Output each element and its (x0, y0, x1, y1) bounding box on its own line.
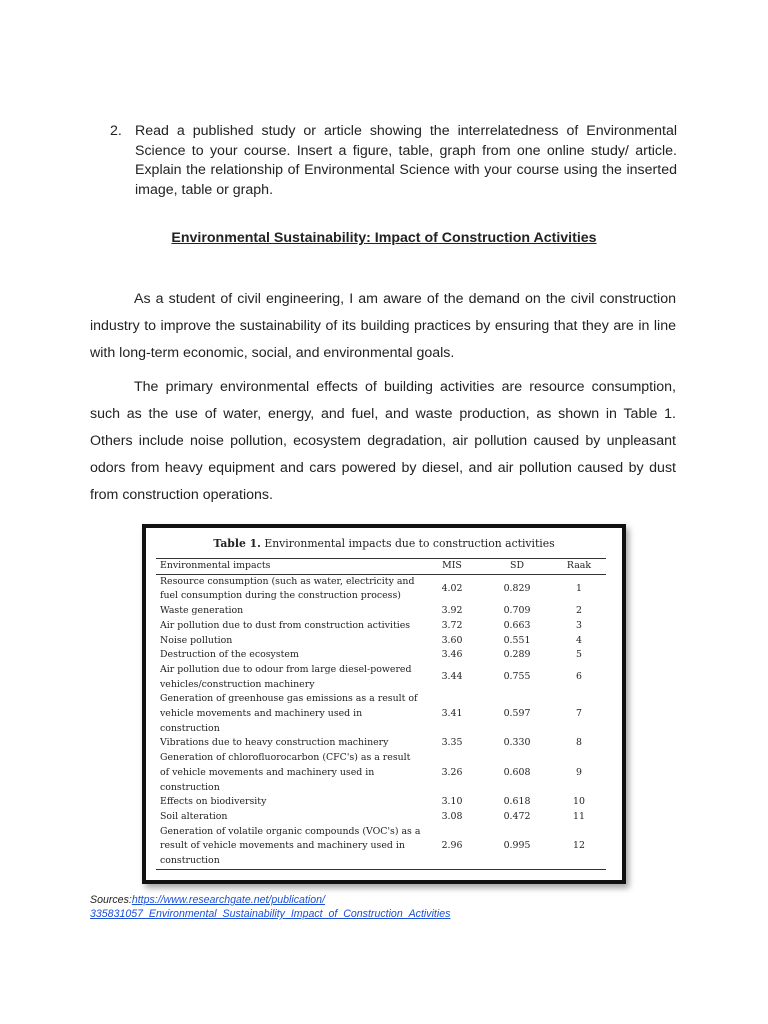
cell-rank: 10 (573, 796, 585, 808)
table-row (156, 634, 606, 649)
sources (90, 893, 650, 921)
cell-impact: Effects on biodiversity (160, 796, 267, 808)
cell-sd: 0.472 (503, 810, 531, 822)
question-text: Read a published study or article showing the interrelatedness of Environmental Science to your course. Insert a figure, table, graph from one online study/ article. Explain the relationship of Environmental Science with your course using the inserted image, table or graph. (135, 123, 677, 198)
header-mis: MIS (422, 559, 482, 575)
cell-mis: 3.35 (441, 737, 463, 749)
cell-mis: 3.44 (441, 671, 463, 683)
table-body (156, 574, 606, 869)
cell-impact: Noise pollution (160, 634, 233, 646)
cell-mis: 3.08 (441, 810, 463, 822)
table-figure (142, 524, 626, 884)
cell-sd: 0.289 (503, 649, 531, 661)
cell-impact: Soil alteration (160, 810, 228, 822)
cell-impact: Waste generation (160, 605, 244, 617)
cell-rank: 4 (576, 634, 582, 646)
source-link[interactable] (90, 894, 450, 920)
cell-sd: 0.608 (503, 766, 531, 778)
cell-impact: Generation of volatile organic compounds (VOC's) as a result of vehicle movements and machinery used in construction (156, 825, 422, 870)
cell-sd: 0.755 (503, 671, 531, 683)
table-row (156, 619, 606, 634)
cell-mis: 3.72 (441, 619, 463, 631)
cell-sd: 0.551 (503, 634, 531, 646)
table-label: Table 1. (213, 537, 261, 550)
table-row (156, 574, 606, 604)
impacts-table (156, 558, 606, 870)
header-impacts: Environmental impacts (156, 559, 422, 575)
section-title (0, 230, 768, 246)
cell-rank: 11 (573, 810, 585, 822)
table-caption (146, 537, 622, 550)
table-row (156, 751, 606, 795)
cell-rank: 8 (576, 737, 582, 749)
cell-impact: Destruction of the ecosystem (160, 649, 299, 661)
cell-rank: 1 (576, 583, 582, 595)
cell-rank: 5 (576, 649, 582, 661)
cell-mis: 3.46 (441, 649, 463, 661)
question-number: 2. (110, 123, 122, 139)
cell-sd: 0.618 (503, 796, 531, 808)
cell-sd: 0.709 (503, 605, 531, 617)
table-row (156, 810, 606, 825)
table-row (156, 692, 606, 736)
table-header-row (156, 559, 606, 575)
table-row (156, 736, 606, 751)
body-paragraph-1: As a student of civil engineering, I am aware of the demand on the civil construction industry to improve the sustainability of its building practices by ensuring that they are in line with long-term economic, social, and environmental goals. (90, 291, 676, 361)
source-link-line2: 335831057_Environmental_Sustainability_Impact_of_Construction_Activities (90, 908, 451, 920)
cell-mis: 3.41 (441, 708, 463, 720)
cell-rank: 2 (576, 605, 582, 617)
table-row (156, 648, 606, 663)
cell-rank: 9 (576, 766, 582, 778)
cell-impact: Vibrations due to heavy construction machinery (160, 737, 389, 749)
cell-rank: 7 (576, 708, 582, 720)
cell-mis: 4.02 (441, 583, 463, 595)
cell-impact: Air pollution due to dust from construction activities (160, 619, 411, 631)
cell-rank: 12 (552, 825, 606, 870)
question-item (110, 122, 677, 200)
header-sd: SD (482, 559, 552, 575)
cell-sd: 0.829 (503, 583, 531, 595)
cell-mis: 3.60 (441, 634, 463, 646)
body-paragraph-2: The primary environmental effects of building activities are resource consumption, such as the use of water, energy, and fuel, and waste production, as shown in Table 1. Others include noise pollution, ecosystem degradation, air pollution caused by unpleasant odors from heavy equipment and cars powered by diesel, and air pollution caused by dust from construction operations. (90, 379, 676, 503)
cell-sd: 0.330 (503, 737, 531, 749)
cell-impact: Resource consumption (such as water, electricity and fuel consumption during the construction process) (160, 575, 415, 602)
cell-rank: 6 (576, 671, 582, 683)
section-title-text: Environmental Sustainability: Impact of Construction Activities (171, 230, 597, 246)
cell-impact: Air pollution due to odour from large diesel-powered vehicles/construction machinery (160, 663, 412, 690)
cell-mis: 3.10 (441, 796, 463, 808)
header-rank: Raak (552, 559, 606, 575)
table-row (156, 795, 606, 810)
table-row (156, 825, 606, 870)
source-link-line1: https://www.researchgate.net/publication/ (131, 894, 325, 906)
sources-label: Sources: (90, 894, 132, 906)
cell-sd: 0.995 (482, 825, 552, 870)
cell-mis: 2.96 (422, 825, 482, 870)
cell-sd: 0.597 (503, 708, 531, 720)
cell-mis: 3.26 (441, 766, 463, 778)
cell-rank: 3 (576, 619, 582, 631)
table-row (156, 604, 606, 619)
cell-impact: Generation of chlorofluorocarbon (CFC's) as a result of vehicle movements and machinery used in construction (160, 752, 411, 793)
table-row (156, 663, 606, 692)
cell-impact: Generation of greenhouse gas emissions as a result of vehicle movements and machinery used in construction (160, 693, 418, 734)
cell-sd: 0.663 (503, 619, 531, 631)
cell-mis: 3.92 (441, 605, 463, 617)
table-caption-text: Environmental impacts due to construction activities (264, 537, 555, 550)
